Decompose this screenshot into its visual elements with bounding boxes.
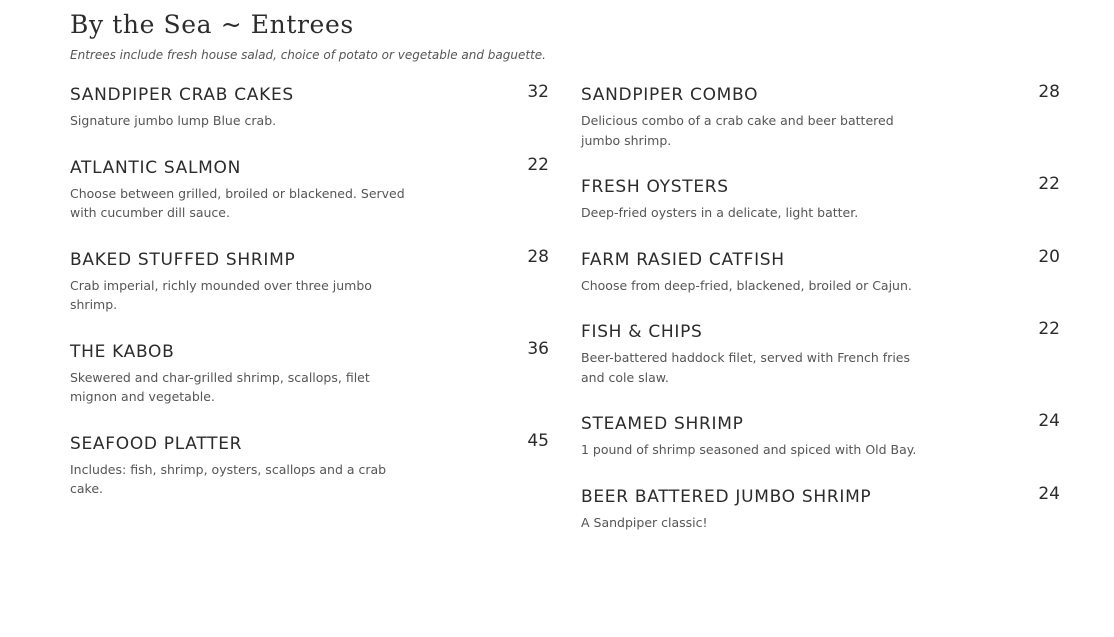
menu-item bbox=[581, 483, 1060, 533]
menu-item bbox=[581, 176, 1060, 223]
menu-item-body bbox=[581, 413, 916, 460]
menu-item-description: 1 pound of shrimp seasoned and spiced with Old Bay. bbox=[581, 442, 917, 457]
menu-item-price: 24 bbox=[1038, 483, 1060, 504]
menu-item bbox=[70, 84, 549, 131]
menu-item bbox=[70, 338, 549, 407]
menu-item bbox=[70, 154, 549, 223]
menu-item-body bbox=[581, 176, 858, 223]
menu-item bbox=[581, 413, 1060, 460]
menu-item-price: 20 bbox=[1038, 246, 1060, 267]
menu-item bbox=[581, 321, 1060, 387]
menu-item-description: Signature jumbo lump Blue crab. bbox=[70, 113, 277, 128]
menu-item bbox=[581, 84, 1060, 150]
menu-item-body bbox=[70, 433, 420, 499]
menu-item-description: Choose between grilled, broiled or blackened. Served with cucumber dill sauce. bbox=[70, 185, 405, 220]
menu-item-name: BAKED STUFFED SHRIMP bbox=[70, 249, 296, 270]
menu-item-name: STEAMED SHRIMP bbox=[581, 414, 744, 434]
menu-item-body bbox=[581, 84, 931, 150]
menu-item-price: 22 bbox=[527, 154, 549, 175]
menu-item-description: A Sandpiper classic! bbox=[581, 514, 708, 530]
menu-item-name: FARM RASIED CATFISH bbox=[581, 249, 785, 270]
menu-item-name: THE KABOB bbox=[70, 341, 175, 362]
menu-item-body bbox=[581, 249, 912, 296]
menu-item-price: 32 bbox=[527, 82, 549, 102]
menu-item-price: 28 bbox=[527, 246, 549, 267]
menu-item-name: FRESH OYSTERS bbox=[581, 177, 729, 197]
menu-item-name: FISH & CHIPS bbox=[581, 322, 703, 342]
menu-item-price: 24 bbox=[1038, 411, 1060, 431]
menu-section bbox=[70, 8, 1060, 558]
menu-item-description: Beer-battered haddock filet, served with French fries and cole slaw. bbox=[581, 350, 910, 385]
menu-item bbox=[70, 430, 549, 499]
menu-item bbox=[581, 246, 1060, 296]
menu-item-name: SANDPIPER COMBO bbox=[581, 85, 759, 105]
menu-item-name: SANDPIPER CRAB CAKES bbox=[70, 85, 294, 105]
menu-item-name: BEER BATTERED JUMBO SHRIMP bbox=[581, 486, 872, 507]
menu-item-price: 36 bbox=[527, 338, 549, 359]
menu-item-body bbox=[70, 249, 420, 315]
menu-columns bbox=[70, 84, 1060, 558]
menu-item-price: 22 bbox=[1038, 174, 1060, 194]
menu-item-body bbox=[70, 157, 420, 223]
menu-item-description: Deep-fried oysters in a delicate, light batter. bbox=[581, 205, 859, 220]
menu-title: By the Sea ~ Entrees bbox=[70, 10, 354, 39]
menu-item bbox=[70, 246, 549, 315]
menu-item-price: 22 bbox=[1038, 319, 1060, 339]
menu-item-name: ATLANTIC SALMON bbox=[70, 157, 242, 178]
menu-item-description: Includes: fish, shrimp, oysters, scallops and a crab cake. bbox=[70, 461, 387, 496]
menu-item-price: 28 bbox=[1038, 82, 1060, 102]
menu-item-body bbox=[581, 321, 931, 387]
menu-subtitle: Entrees include fresh house salad, choice of potato or vegetable and baguette. bbox=[70, 48, 546, 62]
menu-item-body bbox=[70, 84, 294, 131]
menu-item-description: Delicious combo of a crab cake and beer battered jumbo shrimp. bbox=[581, 113, 894, 148]
menu-item-price: 45 bbox=[527, 430, 549, 451]
menu-column-left bbox=[70, 84, 549, 558]
menu-item-description: Choose from deep-fried, blackened, broiled or Cajun. bbox=[581, 277, 912, 293]
menu-column-right bbox=[581, 84, 1060, 558]
menu-item-description: Skewered and char-grilled shrimp, scallops, filet mignon and vegetable. bbox=[70, 369, 370, 404]
menu-item-description: Crab imperial, richly mounded over three jumbo shrimp. bbox=[70, 277, 372, 312]
menu-item-body bbox=[581, 486, 871, 533]
menu-item-body bbox=[70, 341, 420, 407]
menu-item-name: SEAFOOD PLATTER bbox=[70, 433, 243, 454]
